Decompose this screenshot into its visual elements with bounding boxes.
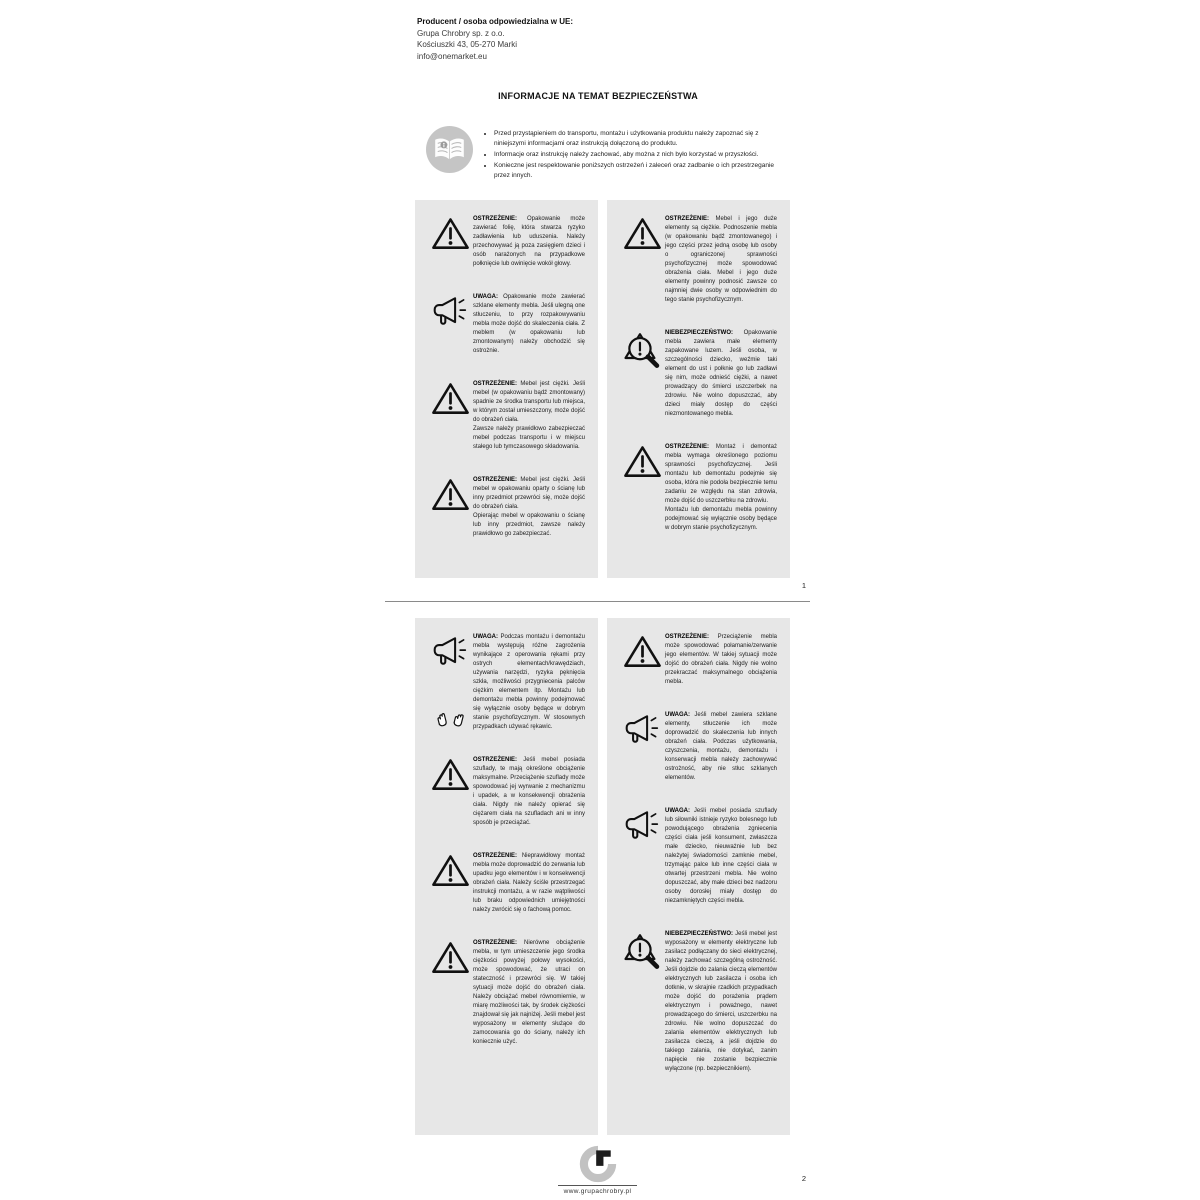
warning-paragraph: OSTRZEŻENIE: Mebel i jego duże elementy są ciężkie. Podnoszenie mebla (w opakowaniu bądź zmontowanego) i jego części przez jedną osobę lub osoby o ograniczonej sprawności psychofizycznej może spowodować obrażenia ciała. Mebel i jego duże elementy powinny podnosić zawsze co najmniej dwie osoby w odpowiednim do tego stanie psychofizycznym.	[665, 216, 778, 303]
warning-label: OSTRZEŻENIE:	[473, 477, 521, 483]
warning-label: OSTRZEŻENIE:	[473, 853, 522, 859]
warning-triangle-icon	[622, 444, 663, 480]
warning-text	[473, 380, 585, 452]
gloves-icon	[435, 711, 465, 732]
warning-label: UWAGA:	[665, 808, 694, 814]
warning-paragraph: Zawsze należy prawidłowo zabezpieczać mebel podczas transportu i w miejscu stałego lub tymczasowego składowania.	[473, 426, 585, 450]
company-logo	[558, 1144, 638, 1195]
warning-paragraph: OSTRZEŻENIE: Montaż i demontaż mebla wymaga określonego poziomu sprawności psychofizycznej. Jeśli montażu lub demontażu podejmie się osoba, która nie podoła bezpiecznie temu zadaniu ze względu na stan zdrowia, może dojść do uszczerbku na zdrowiu.	[665, 444, 777, 504]
warning-label: OSTRZEŻENIE:	[665, 444, 716, 450]
warning-box-page1-left	[415, 200, 598, 578]
warning-text	[473, 852, 585, 915]
intro-note	[426, 126, 790, 182]
warning-text	[665, 329, 777, 419]
producer-email: info@onemarket.eu	[417, 51, 487, 61]
warning-paragraph: OSTRZEŻENIE: Mebel jest ciężki. Jeśli mebel (w opakowaniu bądź zmontowany) spadnie ze środka transportu lub miejsca, w którym został umieszczony, może dojść do obrażeń ciała.	[473, 381, 586, 423]
warning-paragraph: UWAGA: Jeśli mebel zawiera szklane elementy, stłuczenie ich może doprowadzić do skaleczenia lub innych obrażeń ciała. Podczas użytkowania, czyszczenia, montażu, demontażu i konserwacji mebla należy zachowywać ostrożność, aby nie stłuc szklanych elementów.	[665, 712, 777, 781]
warning-block	[619, 711, 777, 783]
page-number-2: 2	[801, 1174, 806, 1183]
warning-triangle-icon	[430, 381, 471, 417]
intro-bullet: • Przed przystąpieniem do transportu, montażu i użytkowania produktu należy zapoznać się z niniejszymi informacjami oraz instrukcją dołączoną do produktu.	[494, 129, 790, 149]
warning-block	[619, 807, 777, 906]
danger-magnifier-icon	[622, 931, 663, 970]
warning-text	[473, 633, 585, 732]
warning-block	[619, 215, 777, 305]
warning-triangle-icon	[430, 853, 471, 889]
warning-triangle-icon	[622, 634, 663, 670]
warning-text	[665, 443, 777, 533]
warning-icon-column	[427, 756, 473, 828]
megaphone-icon	[623, 808, 661, 842]
warning-block	[619, 329, 777, 419]
warning-block	[619, 633, 777, 687]
warning-label: NIEBEZPIECZEŃSTWO:	[665, 931, 736, 937]
warning-icon-column	[427, 215, 473, 269]
producer-company: Grupa Chrobry sp. z o.o.	[417, 28, 505, 38]
warning-box-page1-right	[607, 200, 790, 578]
warning-paragraph: UWAGA: Opakowanie może zawierać szklane elementy mebla. Jeśli ulegną one stłuczeniu, to przy rozpakowywaniu mebla może dojść do skaleczenia ciała. Z meblem (w opakowaniu lub zmontowanym) należy obchodzić się ostrożnie.	[473, 294, 585, 354]
warning-block	[427, 293, 585, 356]
warning-icon-column	[427, 476, 473, 539]
warning-text	[665, 633, 777, 687]
warning-label: UWAGA:	[665, 712, 695, 718]
page1-warning-boxes	[415, 200, 790, 578]
warning-block	[427, 380, 585, 452]
warning-text	[665, 807, 777, 906]
megaphone-icon	[431, 634, 469, 668]
warning-paragraph: NIEBEZPIECZEŃSTWO: Opakowanie mebla zawiera małe elementy zapakowane luzem. Jeśli osoba, w szczególności dziecko, weźmie taki element do ust i połknie go lub zadławi się nim, może odnieść ciężki, a nawet prowadzący do śmierci uszczerbek na zdrowiu. Nie wolno dopuszczać, aby dzieci miały dostęp do części niezmontowanego mebla.	[665, 330, 777, 417]
warning-paragraph: UWAGA: Podczas montażu i demontażu mebla występują różne zagrożenia wynikające z operowania rękami przy ostrych elementach/krawędziach, używania narzędzi, ryzyka pęknięcia szkła, możliwości przygniecenia palców ciężkim elementem itp. Montażu lub demontażu mebla powinny podejmować się wyłącznie osoby będące w dobrym stanie psychofizycznym. W stosownych przypadkach używać rękawic.	[473, 634, 585, 730]
warning-label: UWAGA:	[473, 294, 504, 300]
warning-text	[473, 293, 585, 356]
producer-address: Kościuszki 43, 05-270 Marki	[417, 40, 518, 49]
warning-paragraph: OSTRZEŻENIE: Przeciążenie mebla może spowodować połamanie/zerwanie jego elementów. W takiej sytuacji może dojść do obrażeń ciała. Nigdy nie wolno przekraczać maksymalnego obciążenia mebla.	[665, 634, 777, 685]
warning-paragraph: OSTRZEŻENIE: Nierówne obciążenie mebla, w tym umieszczenie jego środka ciężkości powyżej połowy wysokości, może spowodować, że utraci on stateczność i przewróci się. W takiej sytuacji może dojść do obrażeń ciała. Należy obciążać mebel równomiernie, w miarę możliwości tak, by środek ciężkości znajdował się jak najniżej. Jeśli mebel jest wyposażony w elementy służące do zamocowania go do ściany, należy ich koniecznie użyć.	[473, 940, 585, 1045]
warning-icon-column	[427, 852, 473, 915]
warning-text	[473, 476, 585, 539]
warning-label: OSTRZEŻENIE:	[665, 216, 716, 222]
warning-text	[665, 711, 777, 783]
warning-triangle-icon	[622, 216, 663, 252]
warning-paragraph: OSTRZEŻENIE: Jeśli mebel posiada szuflady, te mają określone obciążenie maksymalne. Przeciążenie szuflady może spowodować jej wyrwanie z mechanizmu i upadek, a w konsekwencji obrażenia ciała. Nigdy nie należy opierać się ciężarem ciała na szufladach ani w inny sposób je przeciążać.	[473, 757, 585, 826]
warning-icon-column	[619, 807, 665, 906]
warning-icon-column	[619, 443, 665, 533]
warning-text	[665, 930, 777, 1074]
warning-block	[427, 939, 585, 1047]
warning-icon-column	[619, 633, 665, 687]
danger-magnifier-icon	[622, 330, 663, 369]
page-divider	[385, 601, 810, 602]
warning-label: OSTRZEŻENIE:	[473, 757, 524, 763]
warning-block	[427, 476, 585, 539]
warning-icon-column	[619, 329, 665, 419]
warning-box-page2-right	[607, 618, 790, 1135]
warning-block	[427, 215, 585, 269]
warning-icon-column	[427, 633, 473, 732]
warning-block	[427, 633, 585, 732]
warning-label: OSTRZEŻENIE:	[665, 634, 718, 640]
warning-paragraph: OSTRZEŻENIE: Mebel jest ciężki. Jeśli mebel w opakowaniu oparty o ścianę lub inny przedmiot przewróci się, może dojść do obrażeń ciała.	[473, 477, 586, 510]
warning-label: OSTRZEŻENIE:	[473, 216, 527, 222]
page-title: INFORMACJE NA TEMAT BEZPIECZEŃSTWA	[498, 91, 698, 101]
warning-block	[619, 930, 777, 1074]
warning-block	[427, 852, 585, 915]
warning-paragraph: Opierając mebel w opakowaniu o ścianę lub inny przedmiot, zawsze należy prawidłowo go zabezpieczać.	[473, 513, 585, 537]
warning-label: UWAGA:	[473, 634, 501, 640]
megaphone-icon	[623, 712, 661, 746]
warning-icon-column	[427, 939, 473, 1047]
warning-text	[473, 939, 585, 1047]
warning-paragraph: OSTRZEŻENIE: Opakowanie może zawierać folię, która stwarza ryzyko zadławienia lub uduszenia. Należy przechowywać ją poza zasięgiem dzieci i osób narażonych na przypadkowe połknięcie lub owinięcie wokół głowy.	[473, 216, 585, 267]
intro-bullet-list	[482, 129, 790, 182]
page2-warning-boxes	[415, 618, 790, 1135]
intro-bullet: • Informacje oraz instrukcję należy zachować, aby można z nich było korzystać w przyszłości.	[494, 150, 790, 160]
warning-icon-column	[427, 380, 473, 452]
warning-text	[473, 215, 585, 269]
warning-icon-column	[619, 215, 665, 305]
warning-label: OSTRZEŻENIE:	[473, 381, 521, 387]
warning-icon-column	[427, 293, 473, 356]
warning-triangle-icon	[430, 216, 471, 252]
warning-label: OSTRZEŻENIE:	[473, 940, 524, 946]
warning-block	[619, 443, 777, 533]
warning-icon-column	[619, 930, 665, 1074]
warning-triangle-icon	[430, 757, 471, 793]
warning-box-page2-left	[415, 618, 598, 1135]
page-number-1: 1	[801, 581, 806, 590]
producer-info	[417, 16, 573, 62]
footer	[385, 1144, 810, 1198]
open-book-icon	[426, 126, 473, 173]
warning-text	[473, 756, 585, 828]
producer-label: Producent / osoba odpowiedzialna w UE:	[417, 17, 574, 26]
warning-paragraph: Montażu lub demontażu mebla powinny podejmować się wyłącznie osoby będące w dobrym stanie psychofizycznym.	[665, 507, 777, 531]
warning-label: NIEBEZPIECZEŃSTWO:	[665, 330, 744, 336]
warning-block	[427, 756, 585, 828]
warning-icon-column	[619, 711, 665, 783]
warning-paragraph: UWAGA: Jeśli mebel posiada szuflady lub siłowniki istnieje ryzyko bolesnego lub powodującego obrażenia zgniecenia części ciała jeśli konsument, zwłaszcza małe dziecko, nieuważnie lub bez należytej świadomości zamknie mebel, trzymając palce lub inne części ciała w otwartej przestrzeni mebla. Nie wolno dopuszczać, aby małe dzieci bez nadzoru osoby dorosłej miały dostęp do niezamkniętych części mebla.	[665, 808, 777, 904]
warning-paragraph: OSTRZEŻENIE: Nieprawidłowy montaż mebla może doprowadzić do zerwania lub upadku jego elementów i w konsekwencji obrażeń ciała. Należy ściśle przestrzegać instrukcji montażu, a w razie wątpliwości lub braku odpowiednich umiejętności należy zwrócić się o fachową pomoc.	[473, 853, 585, 913]
intro-bullet: • Konieczne jest respektowanie poniższych ostrzeżeń i zaleceń oraz zadbanie o ich przestrzeganie przez innych.	[494, 161, 790, 181]
warning-text	[665, 215, 777, 305]
website-url: www.grupachrobry.pl	[558, 1185, 638, 1195]
warning-triangle-icon	[430, 477, 471, 513]
warning-triangle-icon	[430, 940, 471, 976]
megaphone-icon	[431, 294, 469, 328]
warning-paragraph: NIEBEZPIECZEŃSTWO: Jeśli mebel jest wyposażony w elementy elektryczne lub zasilacz podłączany do sieci elektrycznej, należy zachować szczególną ostrożność. Jeśli dojdzie do zalania cieczą elementów elektrycznych lub zasilacza i osoba ich dotknie, w skrajnie rzadkich przypadkach może dojść do porażenia prądem elektrycznym i poważnego, nawet prowadzącego do śmierci, uszczerbku na zdrowiu. Nie wolno dopuszczać do zalania elementów elektrycznych lub zasilacza cieczą, a jeśli dojdzie do takiego zalania, nie dotykać, zanim napięcie nie zostanie bezpiecznie wyłączone (np. bezpiecznikiem).	[665, 931, 777, 1072]
